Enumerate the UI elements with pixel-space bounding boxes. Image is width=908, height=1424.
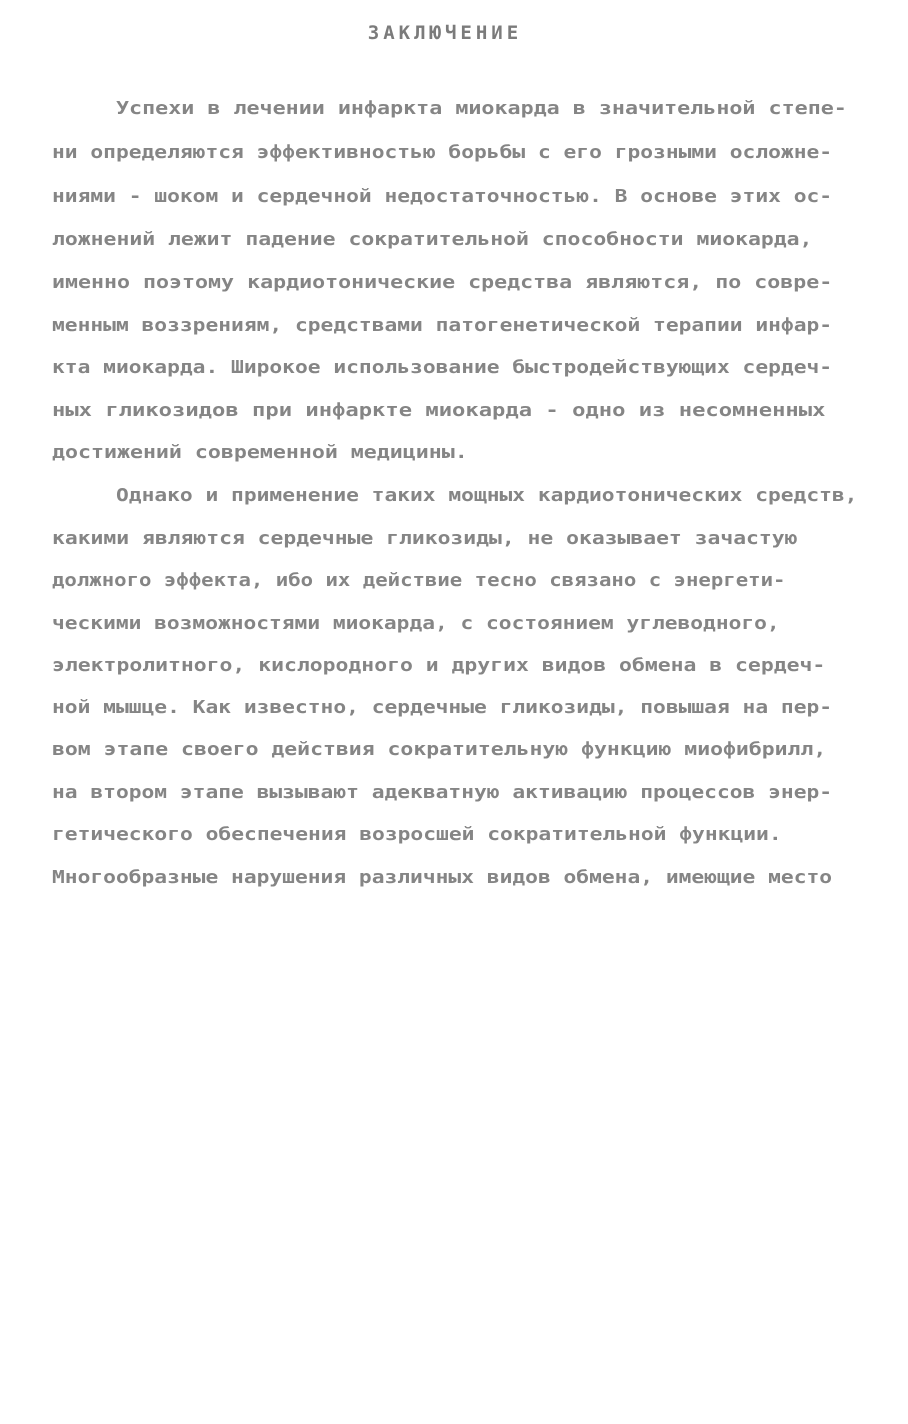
text-line: кта миокарда. Широкое использование быстродействующих сердеч- (52, 357, 833, 378)
text-line: ных гликозидов при инфаркте миокарда - одно из несомненных (52, 400, 826, 421)
text-line: Многообразные нарушения различных видов обмена, имеющие место (52, 867, 833, 888)
text-line: должного эффекта, ибо их действие тесно связано с энергети- (52, 570, 786, 591)
text-line: какими являются сердечные гликозиды, не оказывает зачастую (52, 528, 798, 549)
text-line: вом этапе своего действия сократительную функцию миофибрилл, (52, 739, 827, 760)
text-line: электролитного, кислородного и других видов обмена в сердеч- (52, 655, 826, 676)
text-line: ниями - шоком и сердечной недостаточностью. В основе этих ос- (52, 186, 833, 207)
text-line: ческими возможностями миокарда, с состоянием углеводного, (52, 613, 780, 634)
text-line: Успехи в лечении инфаркта миокарда в значительной степе- (116, 98, 847, 119)
text-line: ложнений лежит падение сократительной способности миокарда, (52, 229, 813, 250)
text-line: Однако и применение таких мощных кардиотонических средств, (116, 485, 858, 506)
text-line: достижений современной медицины. (52, 442, 468, 463)
text-line: ни определяются эффективностью борьбы с его грозными осложне- (52, 142, 833, 163)
text-line: ной мышце. Как известно, сердечные гликозиды, повышая на пер- (52, 697, 833, 718)
page-title: ЗАКЛЮЧЕНИЕ (367, 22, 523, 44)
text-line: на втором этапе вызывают адекватную активацию процессов энер- (52, 782, 833, 803)
text-line: менным воззрениям, средствами патогенетической терапии инфар- (52, 315, 833, 336)
text-line: гетического обеспечения возросшей сократительной функции. (52, 824, 782, 845)
text-line: именно поэтому кардиотонические средства являются, по совре- (52, 272, 833, 293)
